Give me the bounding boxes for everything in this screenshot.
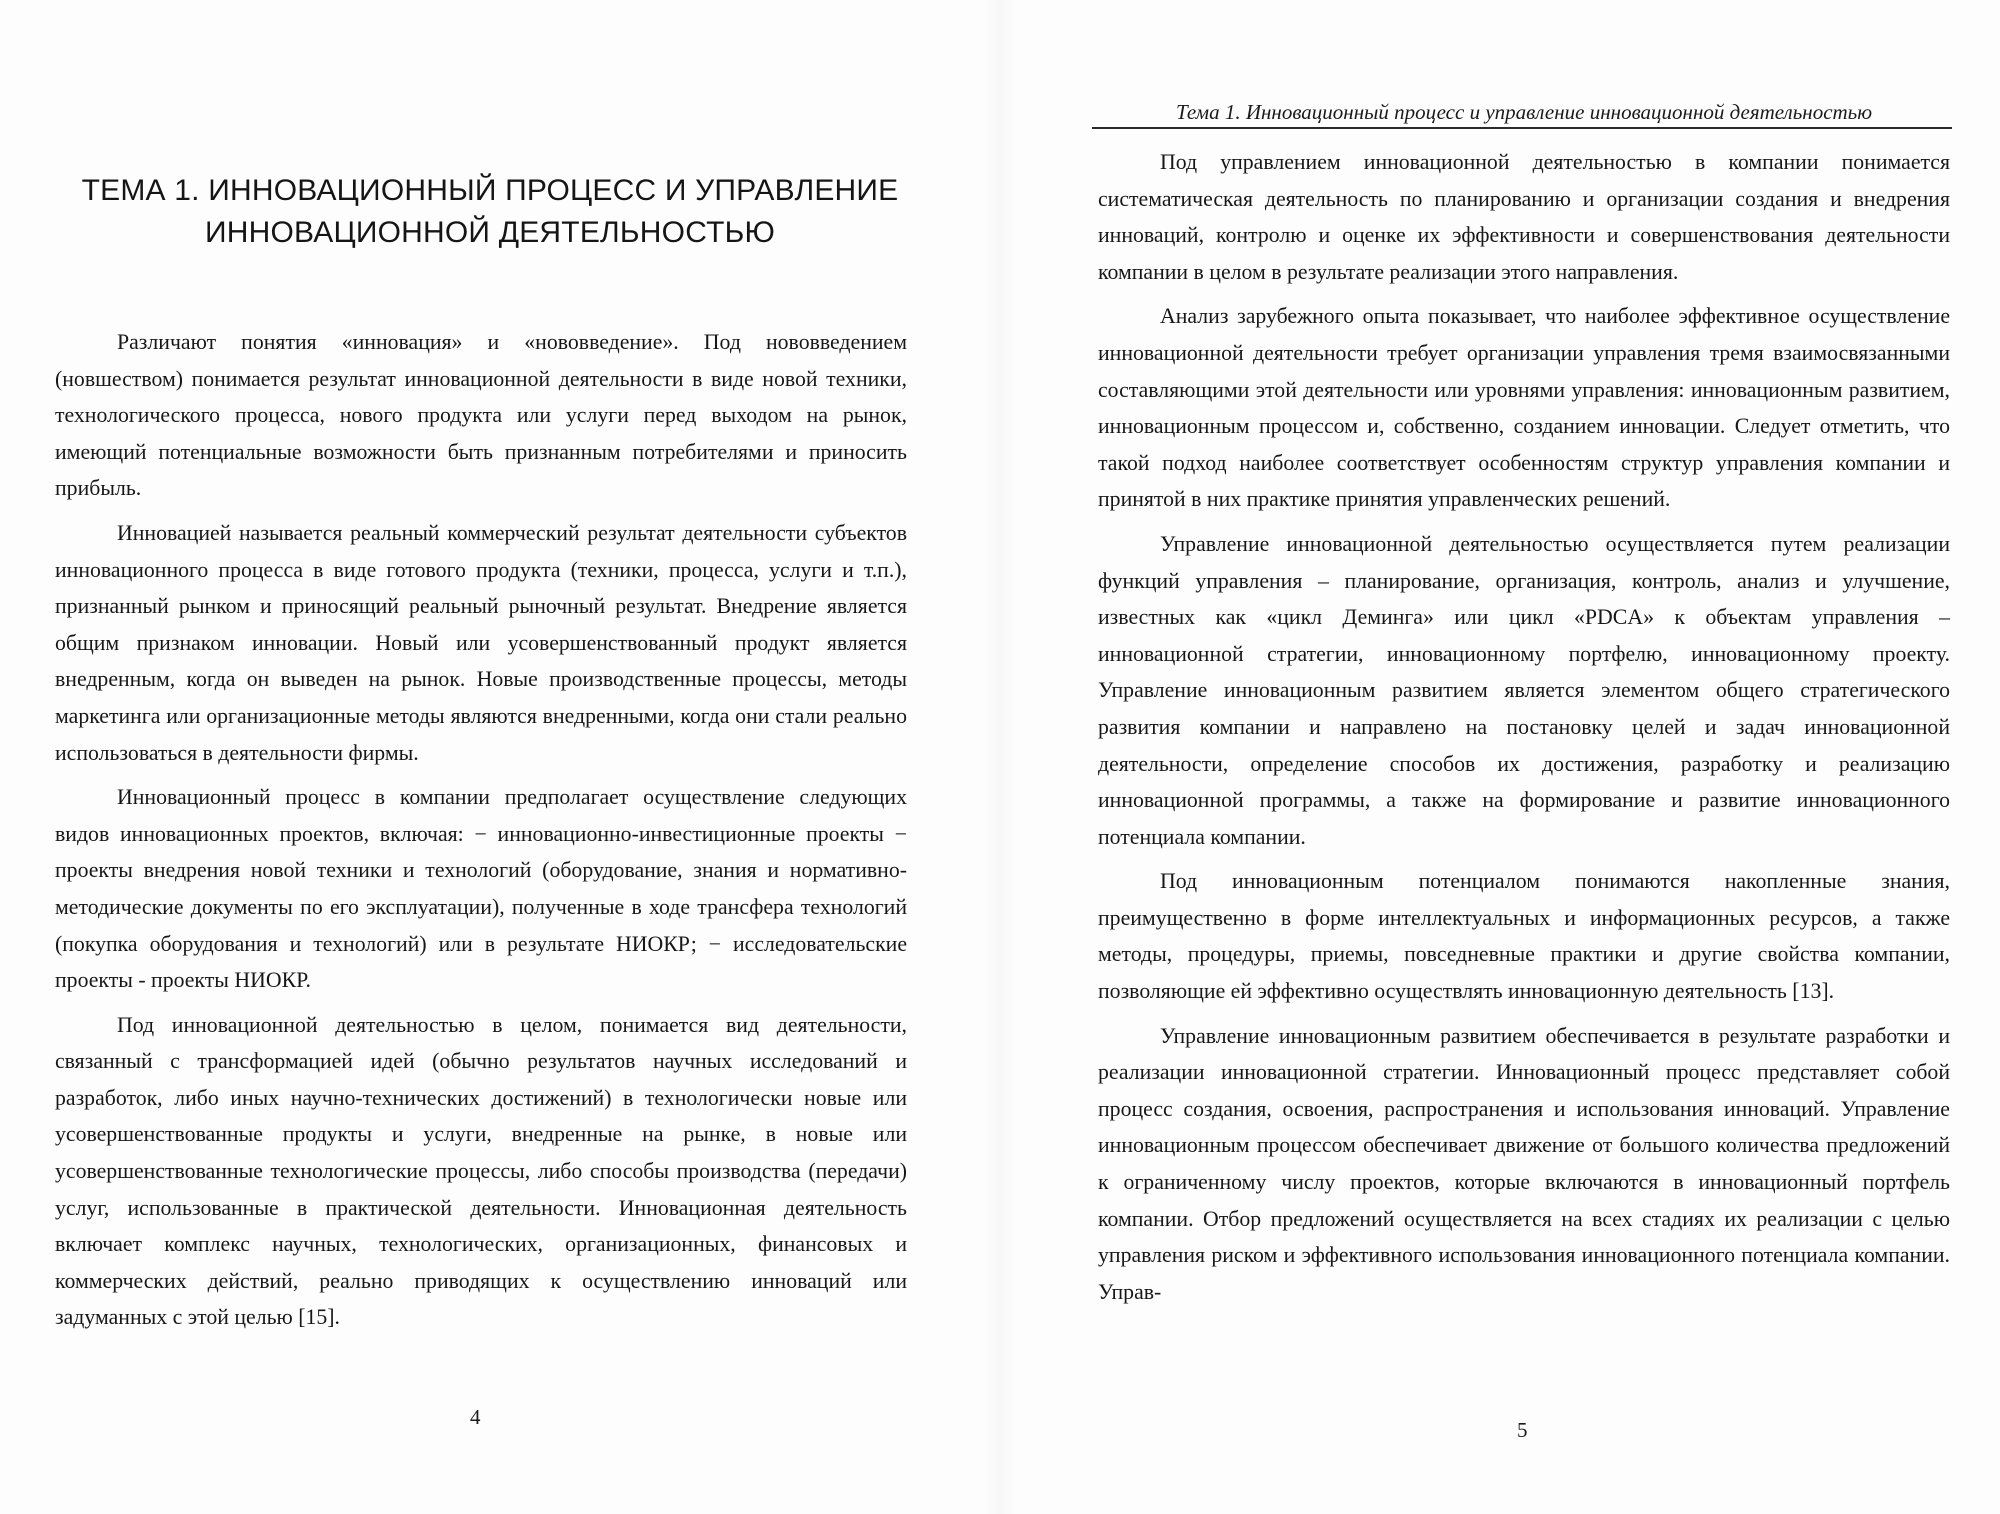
paragraph: Инновационный процесс в компании предполагает осуществление следующих видов инновационных проектов, включая: − инновационно-инвестиционные проекты − проекты внедрения новой техники и технологий (оборудование, знания и нормативно-методические документы по его эксплуатации), полученные в ходе трансфера технологий (покупка оборудования и технологий) или в результате НИОКР; − исследовательские проекты - проекты НИОКР.: [55, 785, 907, 993]
paragraph: Управление инновационным развитием обеспечивается в результате разработки и реализации инновационной стратегии. Инновационный процесс представляет собой процесс создания, освоения, распространения и использования инноваций. Управление инновационным процессом обеспечивает движение от большого количества предложений к ограниченному числу проектов, которые включаются в инновационный портфель компании. Отбор предложений осуществляется на всех стадиях их реализации с целью управления риском и эффективного использования инновационного потенциала компании. Управ-: [1098, 1023, 1950, 1304]
paragraph: Управление инновационной деятельностью осуществляется путем реализации функций управления – планирование, организация, контроль, анализ и улучшение, известных как «цикл Деминга» или цикл «PDCA» к объектам управления – инновационной стратегии, инновационному портфелю, инновационному проекту. Управление инновационным развитием является элементом общего стратегического развития компании и направлено на постановку целей и задач инновационной деятельности, определение способов их достижения, разработку и реализацию инновационной программы, а также на формирование и развитие инновационного потенциала компании.: [1098, 531, 1950, 849]
paragraph: Под инновационным потенциалом понимаются накопленные знания, преимущественно в форме интеллектуальных и информационных ресурсов, а также методы, процедуры, приемы, повседневные практики и другие свойства компании, позволяющие ей эффективно осуществлять инновационную деятельность [13].: [1098, 869, 1950, 1004]
paragraph: Различают понятия «инновация» и «нововведение». Под нововведением (новшеством) понимается результат инновационной деятельности в виде новой техники, технологического процесса, нового продукта или услуги перед выходом на рынок, имеющий потенциальные возможности быть признанным потребителями и приносить прибыль.: [55, 330, 907, 501]
left-page-body: [55, 324, 907, 1344]
page-number: 4: [470, 1405, 481, 1429]
running-header: Тема 1. Инновационный процесс и управление инновационной деятельностью: [1175, 100, 1873, 124]
paragraph: Под инновационной деятельностью в целом, понимается вид деятельности, связанный с трансформацией идей (обычно результатов научных исследований и разработок, либо иных научно-технических достижений) в технологически новые или усовершенствованные продукты и услуги, внедренные на рынке, в новые или усовершенствованные технологические процессы, либо способы производства (передачи) услуг, использованные в практической деятельности. Инновационная деятельность включает комплекс научных, технологических, организационных, финансовых и коммерческих действий, реально приводящих к осуществлению инноваций или задуманных с этой целью [15].: [55, 1012, 907, 1330]
header-rule: [1092, 127, 1952, 129]
right-page-body: [1098, 144, 1950, 1318]
page-number: 5: [1517, 1418, 1528, 1442]
chapter-title: [55, 170, 925, 254]
paragraph: Анализ зарубежного опыта показывает, что наиболее эффективное осуществление инновационной деятельности требует организации управления тремя взаимосвязанными составляющими этой деятельности или уровнями управления: инновационным развитием, инновационным процессом и, собственно, созданием инновации. Следует отметить, что такой подход наиболее соответствует особенностям структур управления компании и принятой в них практике принятия управленческих решений.: [1098, 304, 1950, 512]
chapter-title-line-1: ТЕМА 1. ИННОВАЦИОННЫЙ ПРОЦЕСС И УПРАВЛЕНИЕ: [81, 174, 899, 207]
chapter-title-line-2: ИННОВАЦИОННОЙ ДЕЯТЕЛЬНОСТЬЮ: [205, 216, 775, 249]
paragraph: Инновацией называется реальный коммерческий результат деятельности субъектов инновационного процесса в виде готового продукта (техники, процесса, услуги и т.п.), признанный рынком и приносящий реальный рыночный результат. Внедрение является общим признаком инновации. Новый или усовершенствованный продукт является внедренным, когда он выведен на рынок. Новые производственные процессы, методы маркетинга или организационные методы являются внедренными, когда они стали реально использоваться в деятельности фирмы.: [55, 520, 907, 765]
paragraph: Под управлением инновационной деятельностью в компании понимается систематическая деятельность по планированию и организации создания и внедрения инноваций, контролю и оценке их эффективности и совершенствования деятельности компании в целом в результате реализации этого направления.: [1098, 150, 1950, 284]
